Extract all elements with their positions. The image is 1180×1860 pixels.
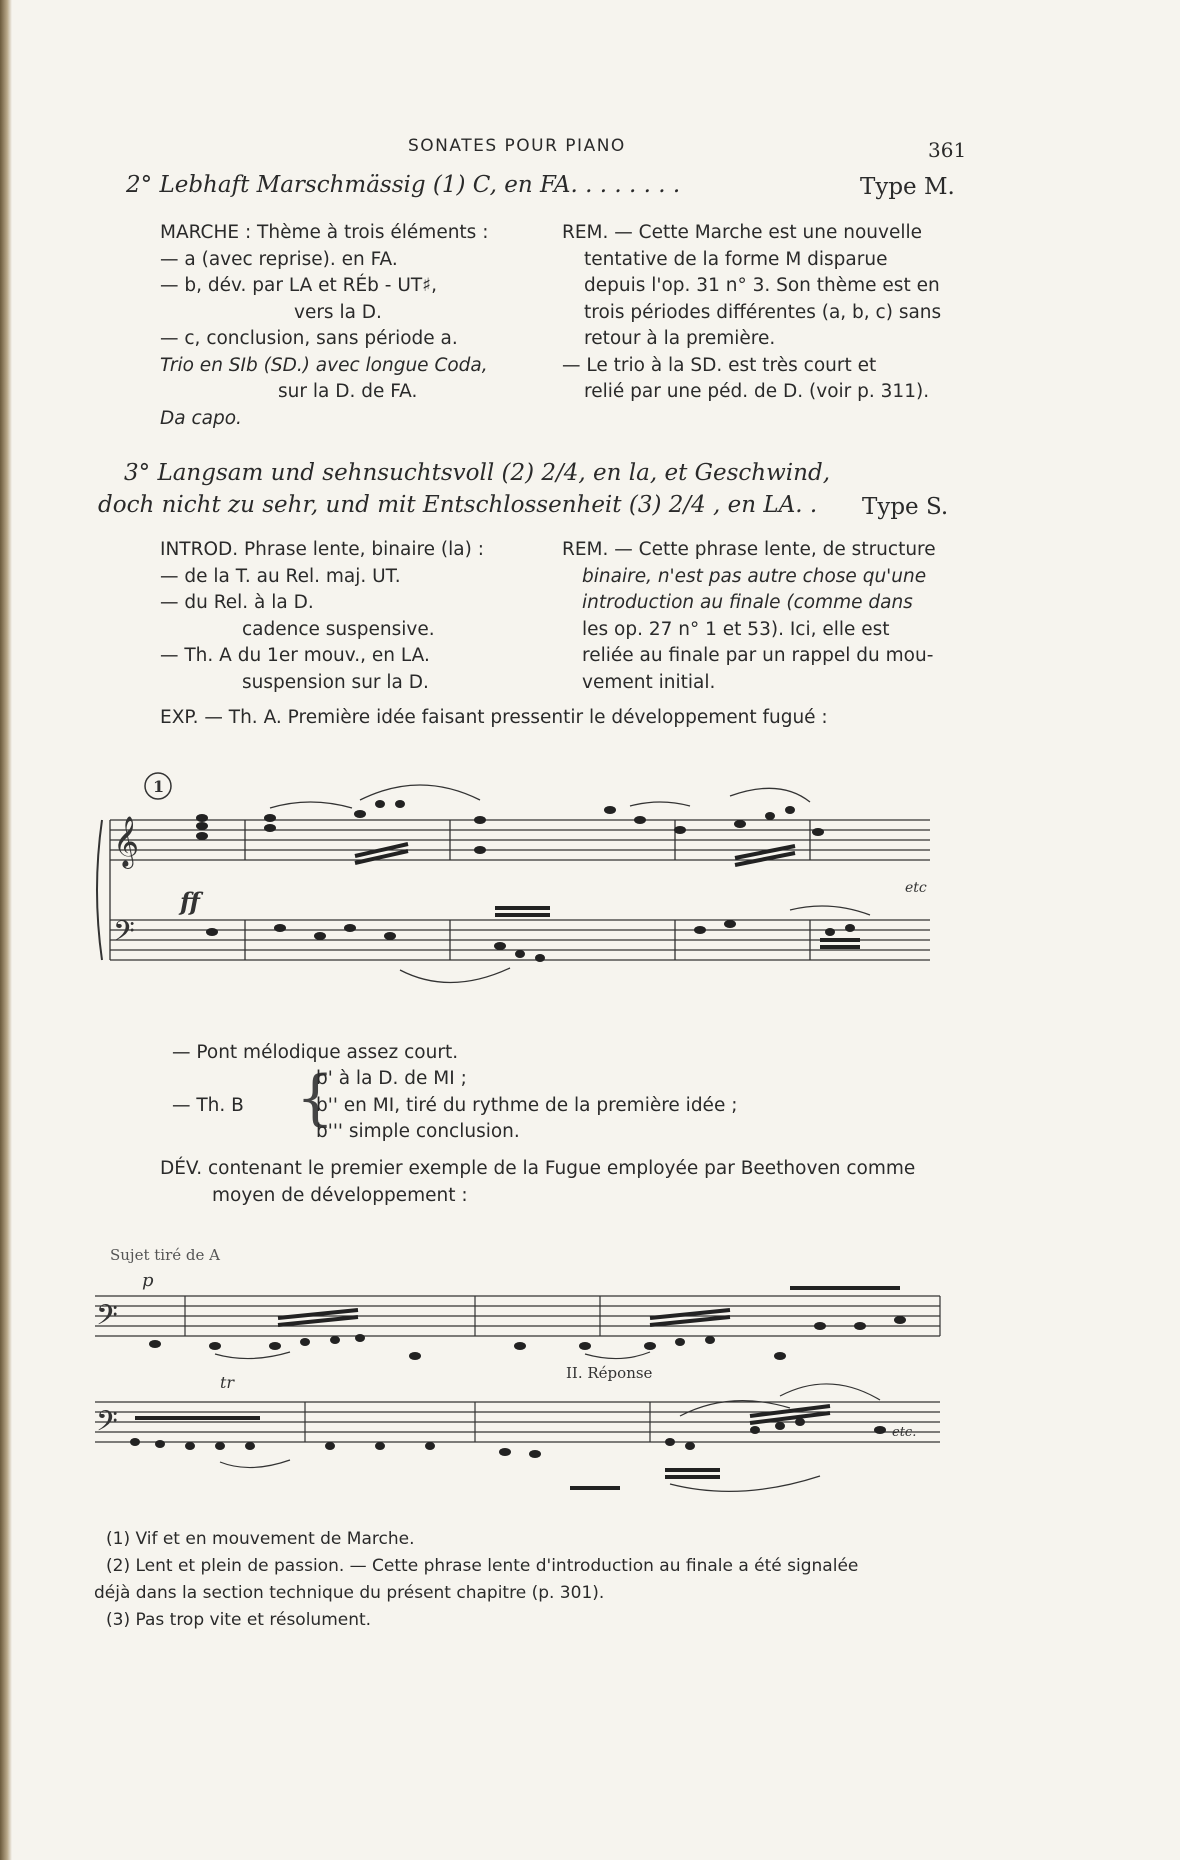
example-marker: 1: [153, 777, 165, 796]
bass-clef-icon: 𝄢: [96, 1405, 118, 1445]
pont-line: — Pont mélodique assez court.: [172, 1042, 459, 1063]
m3-left-line: — Th. A du 1er mouv., en LA.: [160, 645, 430, 666]
m3-right-line: vement initial.: [582, 671, 716, 693]
theme-b-label: — Th. B: [172, 1095, 244, 1116]
response-notes: [130, 1418, 886, 1458]
movement-3-left-column: [160, 537, 550, 696]
theme-b-item: b' à la D. de MI ;: [316, 1068, 467, 1089]
bass-clef-icon: 𝄢: [113, 915, 135, 955]
trill-mark: tr: [220, 1373, 235, 1392]
m2-right-line: tentative de la forme M disparue: [584, 248, 888, 270]
movement-2-heading: 2° Lebhaft Marschmässig (1) C, en FA. . . . . . . .: [126, 172, 681, 198]
response-label: II. Réponse: [566, 1364, 653, 1382]
treble-clef-icon: 𝄞: [113, 816, 140, 867]
m3-left-line: — de la T. au Rel. maj. UT.: [160, 565, 401, 587]
exposition-line: EXP. — Th. A. Première idée faisant pressentir le développement fugué :: [160, 707, 828, 728]
piano-mark: p: [142, 1270, 154, 1291]
subject-slurs: [215, 1352, 650, 1359]
treble-notes: [196, 800, 824, 854]
m2-right-line: relié par une péd. de D. (voir p. 311).: [584, 381, 930, 402]
running-header: SONATES POUR PIANO: [408, 136, 626, 156]
footnote-2-cont: déjà dans la section technique du présent chapitre (p. 301).: [94, 1583, 605, 1603]
m2-right-line: REM. — Cette Marche est une nouvelle: [562, 222, 923, 243]
etc-mark: etc: [905, 880, 927, 896]
footnotes: [94, 1526, 964, 1634]
response-slurs: [220, 1384, 880, 1491]
m3-left-line: INTROD. Phrase lente, binaire (la) :: [160, 539, 484, 560]
response-beams: [135, 1406, 830, 1488]
etc-mark: etc.: [892, 1425, 917, 1440]
movement-2-left-column: [160, 220, 550, 432]
m3-left-line: suspension sur la D.: [242, 671, 429, 693]
m2-right-line: trois périodes différentes (a, b, c) sans: [584, 301, 942, 323]
page-binding-edge: [0, 0, 12, 1860]
m3-right-line: REM. — Cette phrase lente, de structure: [562, 539, 936, 560]
bass-clef-icon: 𝄢: [96, 1299, 118, 1339]
m3-left-line: cadence suspensive.: [242, 618, 435, 640]
m2-left-line: Da capo.: [160, 407, 242, 429]
m3-right-line: reliée au finale par un rappel du mou-: [582, 645, 934, 666]
system-brace: [97, 820, 102, 960]
movement-2-type: Type M.: [860, 174, 955, 200]
dev-line: moyen de développement :: [212, 1184, 468, 1206]
music-example-2: [90, 1240, 950, 1500]
dev-line: DÉV. contenant le premier exemple de la Fugue employée par Beethoven comme: [160, 1158, 916, 1179]
movement-3-type: Type S.: [862, 494, 949, 520]
movement-3-heading-line-2: doch nicht zu sehr, und mit Entschlossenheit (3) 2/4 , en LA. .: [98, 492, 818, 518]
footnote-3: (3) Pas trop vite et résolument.: [106, 1610, 372, 1630]
m3-right-line: les op. 27 n° 1 et 53). Ici, elle est: [582, 618, 890, 640]
m2-left-line: — c, conclusion, sans période a.: [160, 328, 458, 349]
theme-b-list: [316, 1066, 737, 1146]
development-description: [160, 1156, 915, 1209]
m3-right-line: introduction au finale (comme dans: [582, 592, 913, 613]
bass-notes: [206, 920, 855, 962]
treble-staff: [110, 820, 930, 860]
footnote-1: (1) Vif et en mouvement de Marche.: [106, 1529, 415, 1549]
movement-3-heading-line-1: 3° Langsam und sehnsuchtsvoll (2) 2/4, en la, et Geschwind,: [124, 460, 831, 486]
page-number: 361: [928, 138, 967, 162]
m2-left-line: vers la D.: [294, 301, 382, 323]
movement-3-remark-column: [562, 537, 962, 696]
barlines: [110, 820, 810, 960]
m2-right-line: depuis l'op. 31 n° 3. Son thème est en: [584, 275, 940, 296]
theme-b-item: b''' simple conclusion.: [316, 1121, 520, 1142]
staff-subject: [95, 1296, 940, 1336]
movement-2-remark-column: [562, 220, 962, 406]
m3-left-line: — du Rel. à la D.: [160, 592, 314, 613]
m2-left-line: — a (avec reprise). en FA.: [160, 248, 398, 270]
subject-label: Sujet tiré de A: [110, 1246, 220, 1264]
footnote-2: (2) Lent et plein de passion. — Cette phrase lente d'introduction au finale a été signalée: [106, 1556, 859, 1576]
theme-b-item: b'' en MI, tiré du rythme de la première idée ;: [316, 1094, 738, 1116]
m3-right-line: binaire, n'est pas autre chose qu'une: [582, 565, 927, 587]
m2-left-line: MARCHE : Thème à trois éléments :: [160, 222, 489, 243]
m2-left-line: Trio en SIb (SD.) avec longue Coda,: [160, 354, 488, 376]
m2-left-line: sur la D. de FA.: [278, 381, 418, 402]
fortissimo-mark: ff: [180, 887, 200, 916]
theme-b-brace: {: [296, 1063, 335, 1133]
m2-right-line: retour à la première.: [584, 328, 776, 349]
music-example-1: [90, 760, 950, 1000]
m2-left-line: — b, dév. par LA et RÉb - UT♯,: [160, 275, 438, 296]
subject-notes: [149, 1316, 906, 1360]
m2-right-line: — Le trio à la SD. est très court et: [562, 354, 877, 376]
